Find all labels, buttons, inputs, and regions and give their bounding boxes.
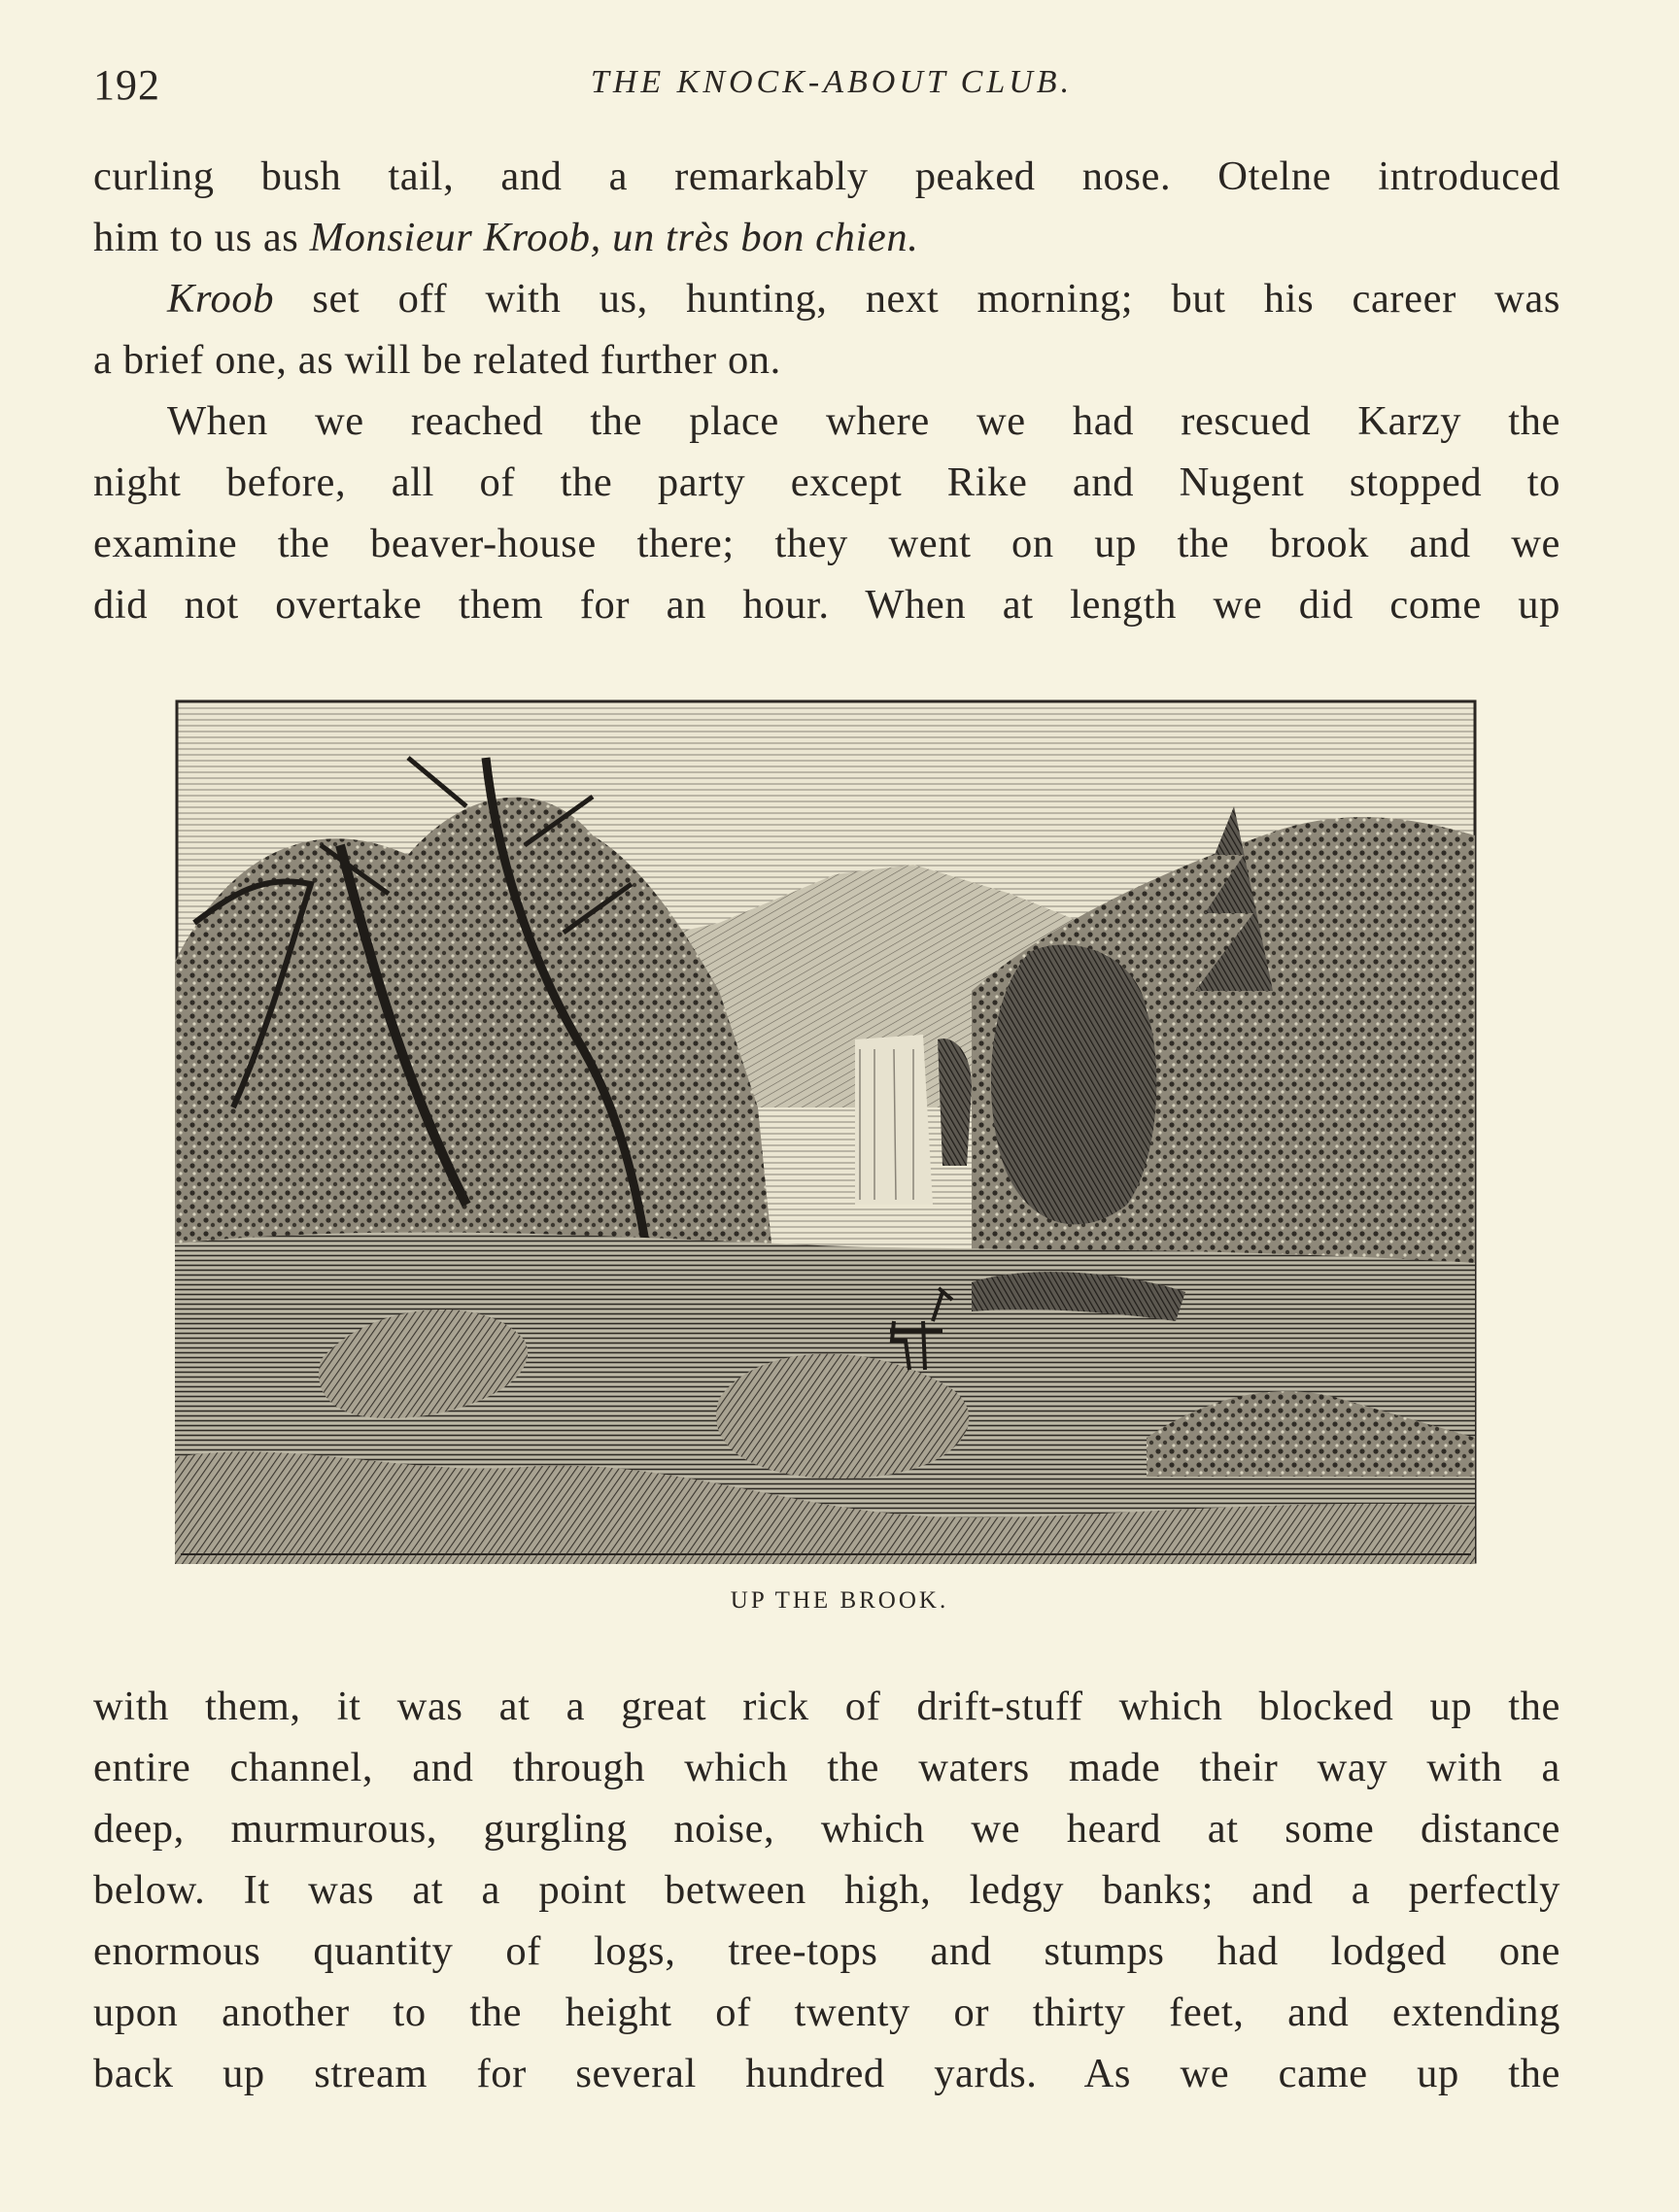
text-line [93, 207, 1560, 268]
engraving-image [175, 699, 1477, 1564]
text-fragment: him to us as [93, 215, 310, 260]
text-line: did not overtake them for an hour. When at length we did come up [93, 582, 1560, 628]
text-line: upon another to the height of twenty or thirty feet, and extending [93, 1990, 1560, 2035]
bottom-text-block [93, 1676, 1560, 2104]
italic-name: Kroob [167, 276, 275, 322]
text-line: curling bush tail, and a remarkably peaked nose. Otelne introduced [93, 153, 1560, 199]
text-line: night before, all of the party except Rike and Nugent stopped to [93, 459, 1560, 505]
top-text-block [93, 146, 1560, 635]
paragraph-4 [93, 1676, 1560, 2104]
running-head: THE KNOCK-ABOUT CLUB. [590, 64, 1074, 100]
text-line: below. It was at a point between high, ledgy banks; and a perfectly [93, 1867, 1560, 1913]
paragraph-3 [93, 391, 1560, 635]
paragraph-2 [93, 268, 1560, 391]
italic-phrase: Monsieur Kroob, un très bon chien. [309, 215, 919, 260]
text-line: entire channel, and through which the waters made their way with a [93, 1745, 1560, 1790]
text-line: a brief one, as will be related further on. [93, 337, 781, 383]
text-line: examine the beaver-house there; they went on up the brook and we [93, 521, 1560, 566]
text-line: with them, it was at a great rick of drift-stuff which blocked up the [93, 1684, 1560, 1729]
page-header [93, 60, 1570, 119]
page-number: 192 [93, 61, 160, 109]
text-line: When we reached the place where we had rescued Karzy the [167, 398, 1560, 444]
text-fragment: set off with us, hunting, next morning; but his career was [274, 276, 1560, 322]
text-line: enormous quantity of logs, tree-tops and stumps had lodged one [93, 1928, 1560, 1974]
figure-caption: UP THE BROOK. [730, 1587, 949, 1614]
text-line: back up stream for several hundred yards. As we came up the [93, 2051, 1560, 2096]
text-line [93, 268, 1560, 329]
paragraph-1 [93, 146, 1560, 268]
engraving-illustration [175, 699, 1477, 1564]
text-line: deep, murmurous, gurgling noise, which we heard at some distance [93, 1806, 1560, 1852]
